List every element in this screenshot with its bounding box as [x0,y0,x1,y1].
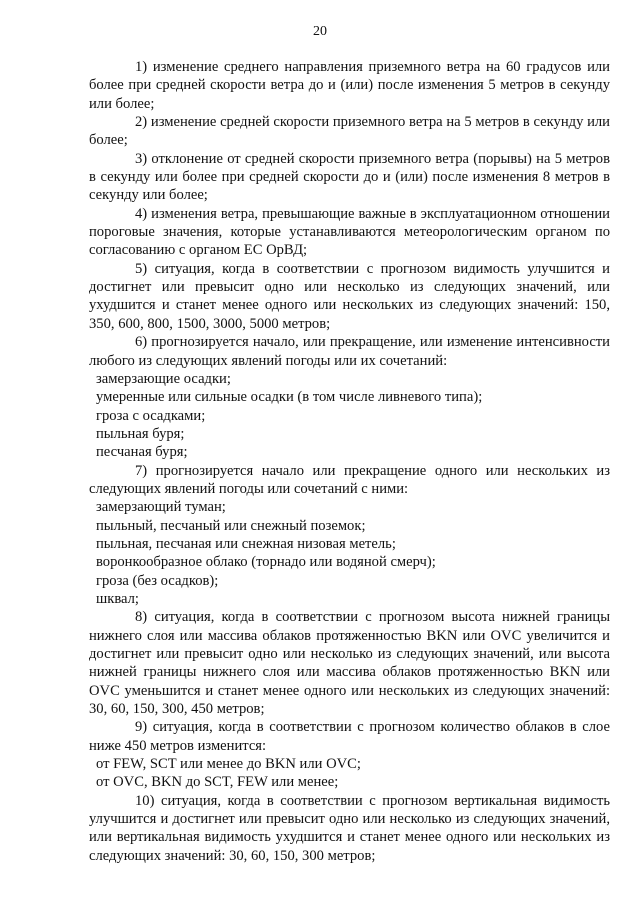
list-item: гроза с осадками; [96,407,206,424]
list-item: пыльный, песчаный или снежный поземок; [96,517,366,534]
paragraph-7: 7) прогнозируется начало или прекращение одного или нескольких из следующих явлений погоды или сочетаний с ними: [89,462,610,497]
list-6 [89,370,610,462]
list-item: замерзающий туман; [96,499,226,516]
paragraph-8: 8) ситуация, когда в соответствии с прогнозом высота нижней границы нижнего слоя или массива облаков протяженностью BKN или OVC увеличится и достигнет или превысит одно или несколько из следующих значений, или высота нижней границы нижнего слоя или массива облаков протяженностью BKN или OVC уменьшится и станет менее одного или нескольких из следующих значений: 30, 60, 150, 300, 450 метров; [89,609,610,718]
list-item: пыльная буря; [96,425,185,442]
list-item: гроза (без осадков); [96,572,219,589]
paragraph-1: 1) изменение среднего направления приземного ветра на 60 градусов или более при средней скорости ветра до и (или) после изменения 5 метров в секунду или более; [89,59,610,112]
list-item: замерзающие осадки; [96,370,231,387]
list-item: умеренные или сильные осадки (в том числе ливневого типа); [96,389,483,406]
paragraph-10: 10) ситуация, когда в соответствии с прогнозом вертикальная видимость улучшится и достигнет или превысит одно или несколько из следующих значений, или вертикальная видимость ухудшится и станет менее одного или нескольких из следующих значений: 30, 60, 150, 300 метров; [89,792,610,864]
list-item: шквал; [96,590,139,607]
list-item: от OVC, BKN до SCT, FEW или менее; [96,774,339,791]
list-item: песчаная буря; [96,444,188,461]
paragraph-4: 4) изменения ветра, превышающие важные в эксплуатационном отношении пороговые значения, которые устанавливаются метеорологическим органом по согласованию с органом ЕС ОрВД; [89,205,610,259]
list-7 [89,498,610,608]
paragraph-3: 3) отклонение от средней скорости приземного ветра (порывы) на 5 метров в секунду или более при средней скорости до и (или) после изменения 8 метров в секунду или более; [89,150,610,204]
list-item: пыльная, песчаная или снежная низовая метель; [96,535,396,552]
list-item: воронкообразное облако (торнадо или водяной смерч); [96,554,436,571]
page-number: 20 [313,24,327,39]
paragraph-2: 2) изменение средней скорости приземного ветра на 5 метров в секунду или более; [89,114,610,149]
list-9 [89,755,610,792]
paragraph-6: 6) прогнозируется начало, или прекращение, или изменение интенсивности любого из следующих явлений погоды или их сочетаний: [89,334,610,369]
paragraph-5: 5) ситуация, когда в соответствии с прогнозом видимость улучшится и достигнет или превысит одно или несколько из следующих значений, или ухудшится и станет менее одного или нескольких из следующих значений: 150, 350, 600, 800, 1500, 3000, 5000 метров; [89,260,610,332]
paragraph-9: 9) ситуация, когда в соответствии с прогнозом количество облаков в слое ниже 450 метров изменится: [89,719,610,754]
document-body [89,58,610,865]
list-item: от FEW, SCT или менее до BKN или OVC; [96,756,361,773]
